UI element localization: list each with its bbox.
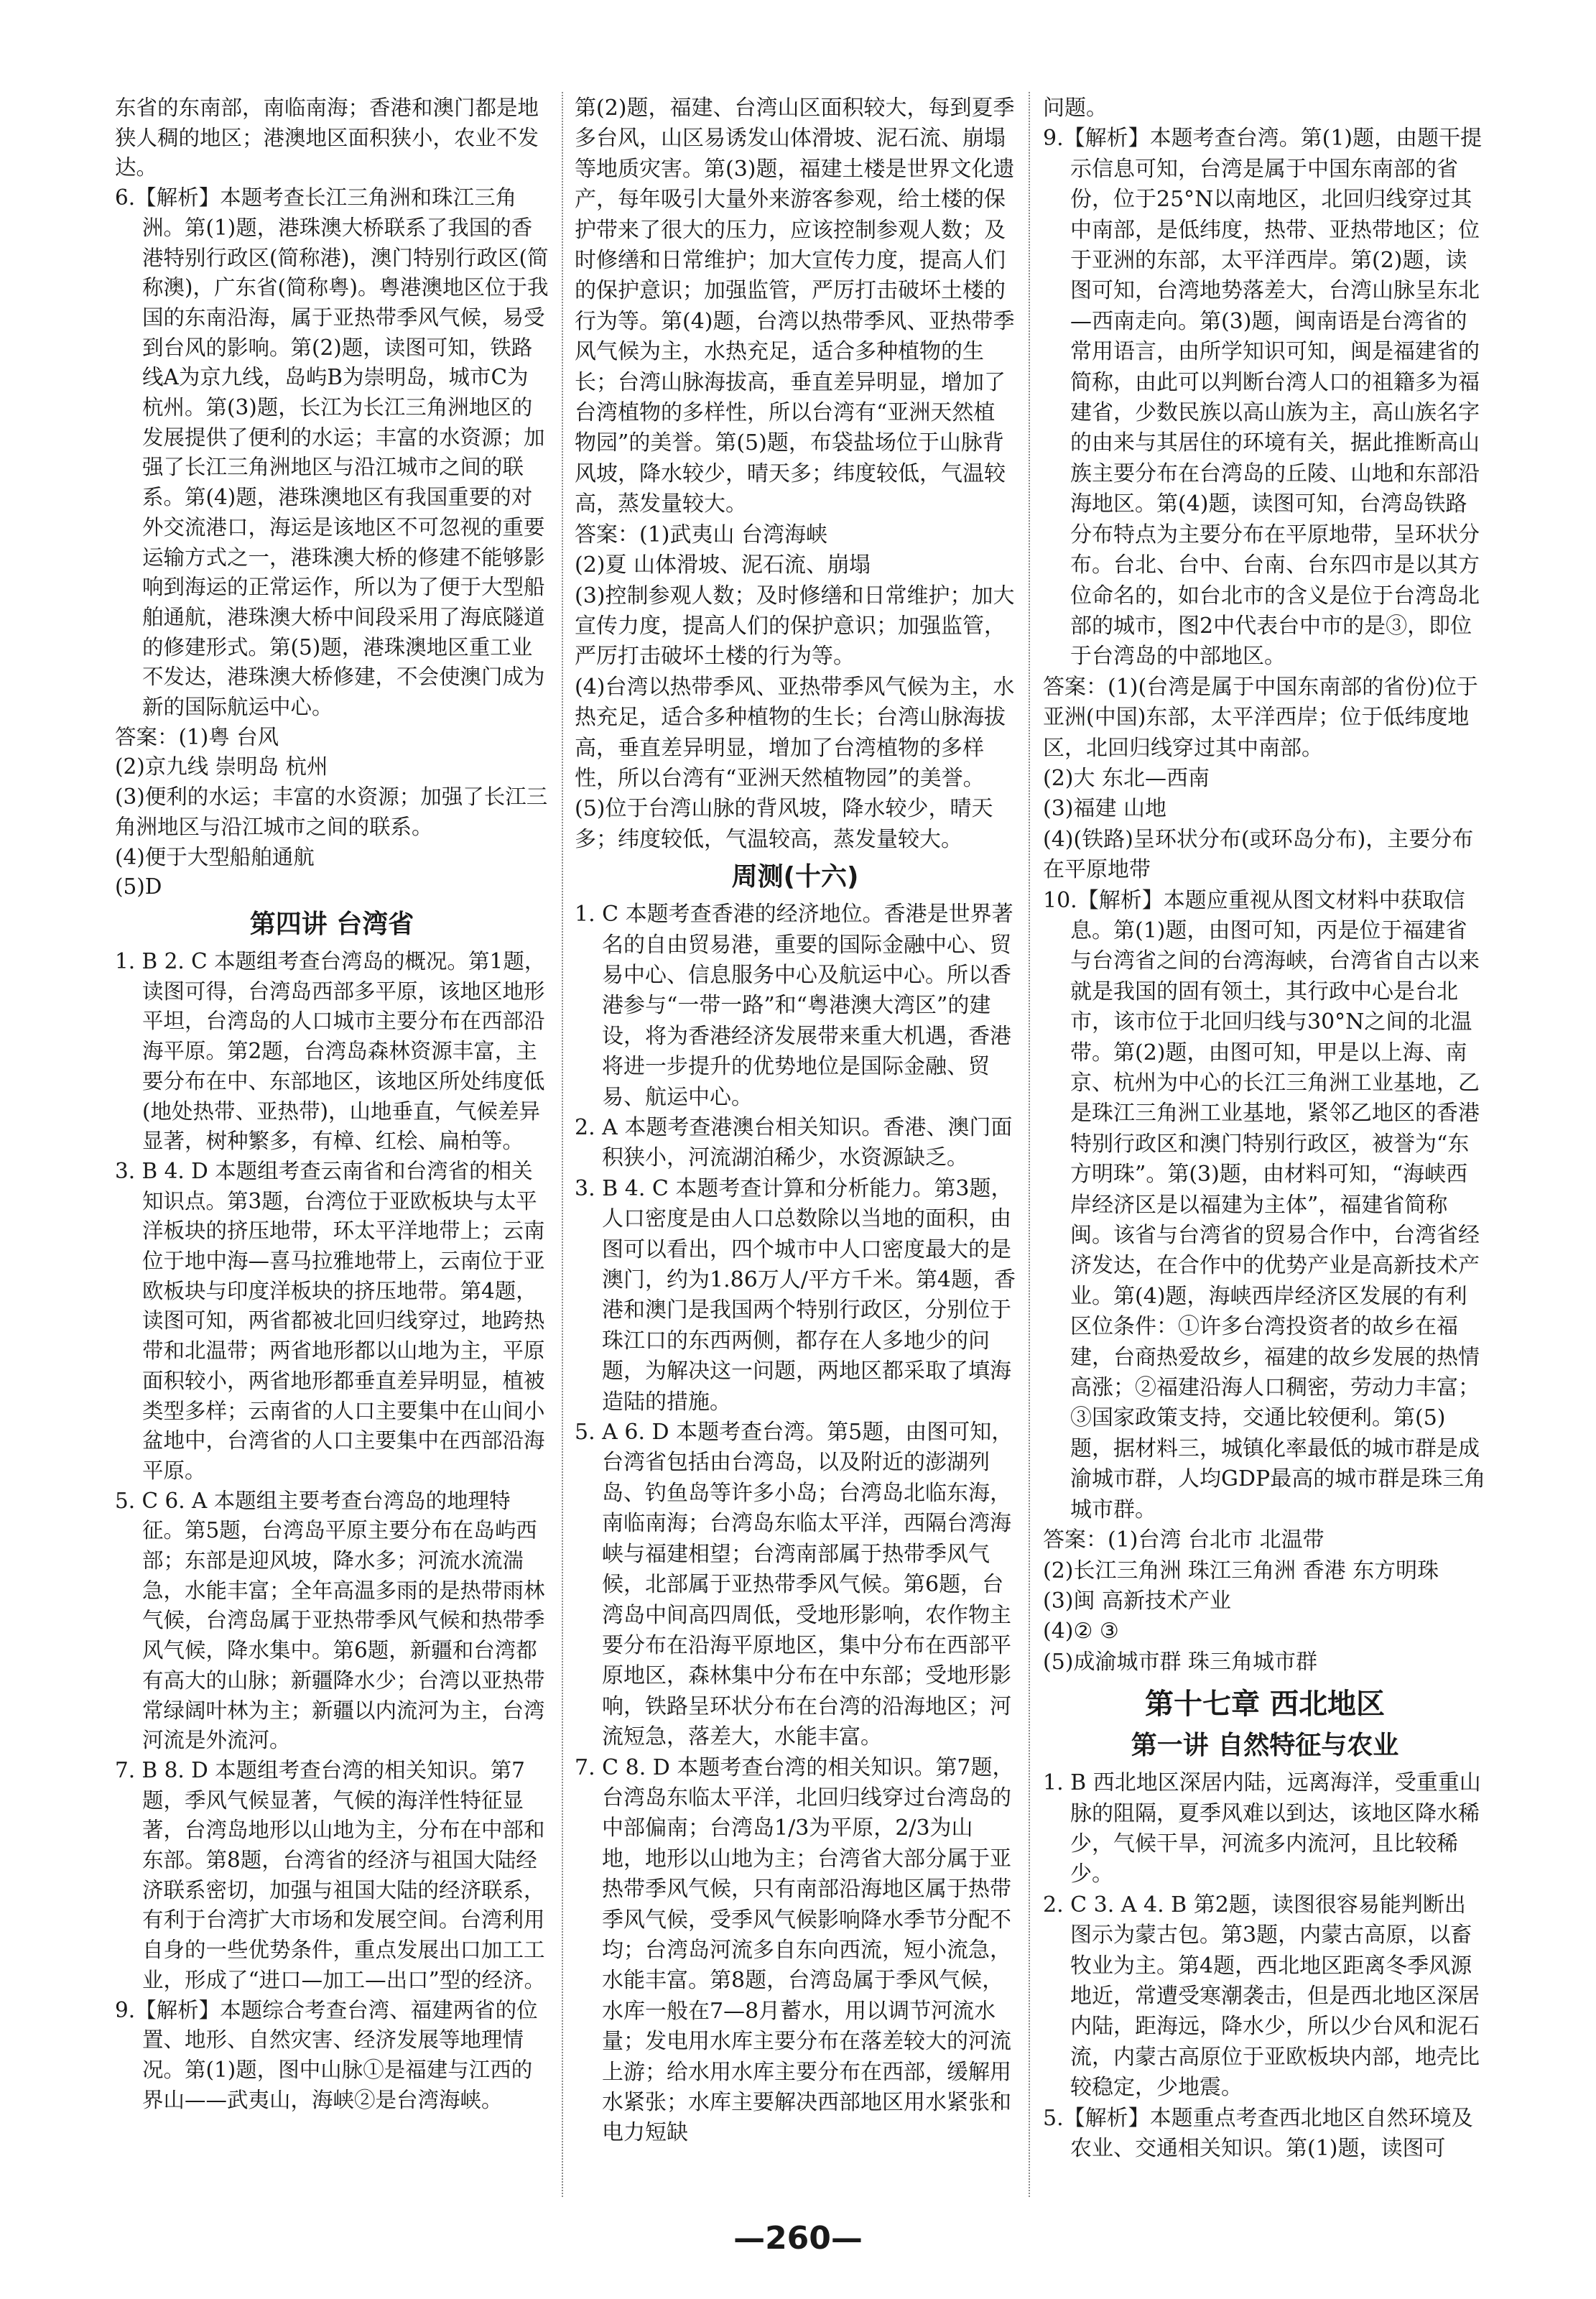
answer-item: 5. C 6. A 本题组主要考查台湾岛的地理特征。第5题，台湾岛平原主要分布在岛屿西部；东部是迎风坡，降水多；河流水流湍急，水能丰富；全年高温多雨的是热带雨林气候，台湾岛属于亚热带季风气候和热带季风气候，降水集中。第6题，新疆和台湾都有高大的山脉；新疆降水少；台湾以亚热带常绿阔叶林为主；新疆以内流河为主，台湾河流是外流河。 — [115, 1488, 545, 1753]
answer-item: 9.【解析】本题考查台湾。第(1)题，由题干提示信息可知，台湾是属于中国东南部的省份，位于25°N以南地区，北回归线穿过其中南部，是低纬度，热带、亚热带地区；位于亚洲的东部，太平洋西岸。第(2)题，读图可知，台湾地势落差大，台湾山脉呈东北—西南走向。第(3)题，闽南语是台湾省的常用语言，由所学知识可知，闽是福建省的简称，由此可以判断台湾人口的祖籍多为福建省，少数民族以高山族为主，高山族名字的由来与其居住的环境有关，据此推断高山族主要分布在台湾岛的丘陵、山地和东部沿海地区。第(4)题，读图可知，台湾岛铁路分布特点为主要分布在平原地带，呈环状分布。台北、台中、台南、台东四市是以其方位命名的，如台北市的含义是位于台湾岛北部的城市，图2中代表台中市的是③，即位于台湾岛的中部地区。 — [1043, 126, 1483, 670]
answer-line: (3)闽 高新技术产业 — [1043, 1588, 1232, 1614]
page-number: —260— — [733, 2220, 863, 2257]
column-divider — [562, 92, 563, 2197]
answer-line: (2)京九线 崇明岛 杭州 — [115, 754, 328, 780]
answer-line: 答案：(1)粤 台风 — [115, 724, 279, 749]
answer-item: 5.【解析】本题重点考查西北地区自然环境及农业、交通相关知识。第(1)题，读图可 — [1043, 2105, 1473, 2161]
column-3 — [1043, 92, 1487, 2164]
answer-line: (4)(铁路)呈环状分布(或环岛分布)，主要分布在平原地带 — [1043, 826, 1474, 883]
answer-line: (4)台湾以热带季风、亚热带季风气候为主，水热充足，适合多种植物的生长；台湾山脉海拔高，垂直差异明显，增加了台湾植物的多样性，所以台湾有“亚洲天然植物园”的美誉。 — [575, 674, 1015, 791]
paragraph: 第(2)题，福建、台湾山区面积较大，每到夏季多台风，山区易诱发山体滑坡、泥石流、崩塌等地质灾害。第(3)题，福建土楼是世界文化遗产，每年吸引大量外来游客参观，给土楼的保护带来了很大的压力，应该控制参观人数；及时修缮和日常维护；加大宣传力度，提高人们的保护意识；加强监管，严厉打击破坏土楼的行为等。第(4)题，台湾以热带季风、亚热带季风气候为主，水热充足，适合多种植物的生长；台湾山脉海拔高，垂直差异明显，增加了台湾植物的多样性，所以台湾有“亚洲天然植物园”的美誉。第(5)题，布袋盐场位于山脉背风坡，降水较少，晴天多；纬度较低，气温较高，蒸发量较大。 — [575, 96, 1015, 517]
answer-line: (5)成渝城市群 珠三角城市群 — [1043, 1649, 1318, 1675]
column-1 — [115, 92, 549, 2115]
answer-item: 3. B 4. C 本题考查计算和分析能力。第3题，人口密度是由人口总数除以当地的面积，由图可以看出，四个城市中人口密度最大的是澳门，约为1.86万人/平方千米。第4题，香港和澳门是我国两个特别行政区，分别位于珠江口的东西两侧，都存在人多地少的问题，为解决这一问题，两地区都采取了填海造陆的措施。 — [575, 1175, 1016, 1415]
answer-line: (5)位于台湾山脉的背风坡，降水较少，晴天多；纬度较低，气温较高，蒸发量较大。 — [575, 796, 993, 852]
answer-item: 5. A 6. D 本题考查台湾。第5题，由图可知，台湾省包括由台湾岛，以及附近的澎湖列岛、钓鱼岛等许多小岛；台湾岛北临东海，南临南海；台湾岛东临太平洋，西隔台湾海峡与福建相望；台湾南部属于热带季风气候，北部属于亚热带季风气候。第6题，台湾岛中间高四周低，受地形影响，农作物主要分布在沿海平原地区，集中分布在西部平原地区，森林集中分布在中东部；受地形影响，铁路呈环状分布在台湾的沿海地区；河流短急，落差大，水能丰富。 — [575, 1420, 1013, 1750]
answer-item: 1. B 西北地区深居内陆，远离海洋，受重重山脉的阻隔，夏季风难以到达，该地区降水稀少，气候干旱，河流多内流河，且比较稀少。 — [1043, 1770, 1481, 1887]
chapter-heading: 第十七章 西北地区 — [1145, 1688, 1385, 1721]
paragraph: 东省的东南部，南临南海；香港和澳门都是地狭人稠的地区；港澳地区面积狭小，农业不发达。 — [115, 96, 539, 180]
section-heading: 第四讲 台湾省 — [249, 909, 414, 939]
answer-line: (3)控制参观人数；及时修缮和日常维护；加大宣传力度，提高人们的保护意识；加强监管，严厉打击破坏土楼的行为等。 — [575, 583, 1015, 670]
answer-item: 7. B 8. D 本题组考查台湾的相关知识。第7题，季风气候显著，气候的海洋性特征显著，台湾岛地形以山地为主，分布在中部和东部。第8题，台湾省的经济与祖国大陆经济联系密切，加强与祖国大陆的经济联系，有利于台湾扩大市场和发展空间。台湾利用自身的一些优势条件，重点发展出口加工工业，形成了“进口—加工—出口”型的经济。 — [115, 1757, 546, 1992]
answer-item: 3. B 4. D 本题组考查云南省和台湾省的相关知识点。第3题，台湾位于亚欧板块与太平洋板块的挤压地带，环太平洋地带上；云南位于地中海—喜马拉雅地带上，云南位于亚欧板块与印度洋板块的挤压地带。第4题，读图可知，两省都被北回归线穿过，地跨热带和北温带；两省地形都以山地为主，平原面积较小，两省地形都垂直差异明显，植被类型多样；云南省的人口主要集中在山间小盆地中，台湾省的人口主要集中在西部沿海平原。 — [115, 1158, 545, 1483]
answer-line: 答案：(1)(台湾是属于中国东南部的省份)位于亚洲(中国)东部，太平洋西岸；位于低纬度地区，北回归线穿过其中南部。 — [1043, 674, 1478, 761]
answer-line: (3)便利的水运；丰富的水资源；加强了长江三角洲地区与沿江城市之间的联系。 — [115, 785, 548, 839]
answer-item: 1. C 本题考查香港的经济地位。香港是世界著名的自由贸易港，重要的国际金融中心、贸易中心、信息服务中心及航运中心。所以香港参与“一带一路”和“粤港澳大湾区”的建设，将为香港经济发展带来重大机遇，香港将进一步提升的优势地位是国际金融、贸易、航运中心。 — [575, 902, 1013, 1110]
column-divider — [1029, 92, 1030, 2197]
answer-line: 答案：(1)台湾 台北市 北温带 — [1043, 1527, 1324, 1553]
section-heading: 周测(十六) — [731, 862, 859, 892]
answer-item: 2. C 3. A 4. B 第2题，读图很容易能判断出图示为蒙古包。第3题，内蒙古高原，以畜牧业为主。第4题，西北地区距离冬季风源地近，常遭受寒潮袭击，但是西北地区深居内陆，距海远，降水少，所以少台风和泥石流，内蒙古高原位于亚欧板块内部，地壳比较稳定，少地震。 — [1043, 1892, 1480, 2101]
column-2 — [575, 92, 1016, 2149]
answer-line: (2)夏 山体滑坡、泥石流、崩塌 — [575, 552, 871, 578]
answer-line: (3)福建 山地 — [1043, 796, 1167, 822]
answer-line: (4)便于大型船舶通航 — [115, 844, 315, 869]
answer-line: (4)② ③ — [1043, 1619, 1119, 1645]
section-heading: 第一讲 自然特征与农业 — [1131, 1731, 1399, 1761]
answer-line: (2)长江三角洲 珠江三角洲 香港 东方明珠 — [1043, 1558, 1439, 1583]
answer-item: 6.【解析】本题考查长江三角洲和珠江三角洲。第(1)题，港珠澳大桥联系了我国的香港特别行政区(简称港)，澳门特别行政区(简称澳)，广东省(简称粤)。粤港澳地区位于我国的东南沿海，属于亚热带季风气候，易受到台风的影响。第(2)题，读图可知，铁路线A为京九线，岛屿B为崇明岛，城市C为杭州。第(3)题，长江为长江三角洲地区的发展提供了便利的水运；丰富的水资源；加强了长江三角洲地区与沿江城市之间的联系。第(4)题，港珠澳地区有我国重要的对外交流港口，海运是该地区不可忽视的重要运输方式之一，港珠澳大桥的修建不能够影响到海运的正常运作，所以为了便于大型船舶通航，港珠澳大桥中间段采用了海底隧道的修建形式。第(5)题，港珠澳地区重工业不发达，港珠澳大桥修建，不会使澳门成为新的国际航运中心。 — [115, 185, 549, 720]
answer-line: 答案：(1)武夷山 台湾海峡 — [575, 522, 828, 547]
answer-item: 7. C 8. D 本题考查台湾的相关知识。第7题，台湾岛东临太平洋，北回归线穿过台湾岛的中部偏南；台湾岛1/3为平原，2/3为山地，地形以山地为主；台湾省大部分属于亚热带季风气候，只有南部沿海地区属于热带季风气候，受季风气候影响降水季节分配不均；台湾岛河流多自东向西流，短小流急，水能丰富。第8题，台湾岛属于季风气候，水库一般在7—8月蓄水，用以调节河流水量；发电用水库主要分布在落差较大的河流上游；给水用水库主要分布在西部，缓解用水紧张；水库主要解决西部地区用水紧张和电力短缺 — [575, 1754, 1014, 2146]
answer-line: (2)大 东北—西南 — [1043, 765, 1210, 791]
answer-item: 2. A 本题考查港澳台相关知识。香港、澳门面积狭小，河流湖泊稀少，水资源缺乏。 — [575, 1115, 1013, 1171]
answer-item: 10.【解析】本题应重视从图文材料中获取信息。第(1)题，由图可知，丙是位于福建省与台湾省之间的台湾海峡，台湾省自古以来就是我国的固有领土，其行政中心是台北市，该市位于北回归线与30°N之间的北温带。第(2)题，由图可知，甲是以上海、南京、杭州为中心的长江三角洲工业基地，乙是珠江三角洲工业基地，紧邻乙地区的香港特别行政区和澳门特别行政区，被誉为“东方明珠”。第(3)题，由材料可知，“海峡西岸经济区是以福建为主体”，福建省简称闽。该省与台湾省的贸易合作中，台湾省经济发达，在合作中的优势产业是高新技术产业。第(4)题，海峡西岸经济区发展的有利区位条件：①许多台湾投资者的故乡在福建，台商热爱故乡，福建的故乡发展的热情高涨；②福建沿海人口稠密，劳动力丰富；③国家政策支持，交通比较便利。第(5)题，据材料三，城镇化率最低的城市群是成渝城市群，人均GDP最高的城市群是珠三角城市群。 — [1043, 887, 1486, 1522]
answer-line: (5)D — [115, 874, 162, 899]
paragraph: 问题。 — [1043, 96, 1108, 121]
answer-item: 9.【解析】本题综合考查台湾、福建两省的位置、地形、自然灾害、经济发展等地理情况。第(1)题，图中山脉①是福建与江西的界山——武夷山，海峡②是台湾海峡。 — [115, 1997, 538, 2112]
answer-item: 1. B 2. C 本题组考查台湾岛的概况。第1题，读图可得，台湾岛西部多平原，该地区地形平坦，台湾岛的人口城市主要分布在西部沿海平原。第2题，台湾岛森林资源丰富，主要分布在中、东部地区，该地区所处纬度低(地处热带、亚热带)，山地垂直，气候差异显著，树种繁多，有樟、红桧、扁柏等。 — [115, 948, 546, 1154]
